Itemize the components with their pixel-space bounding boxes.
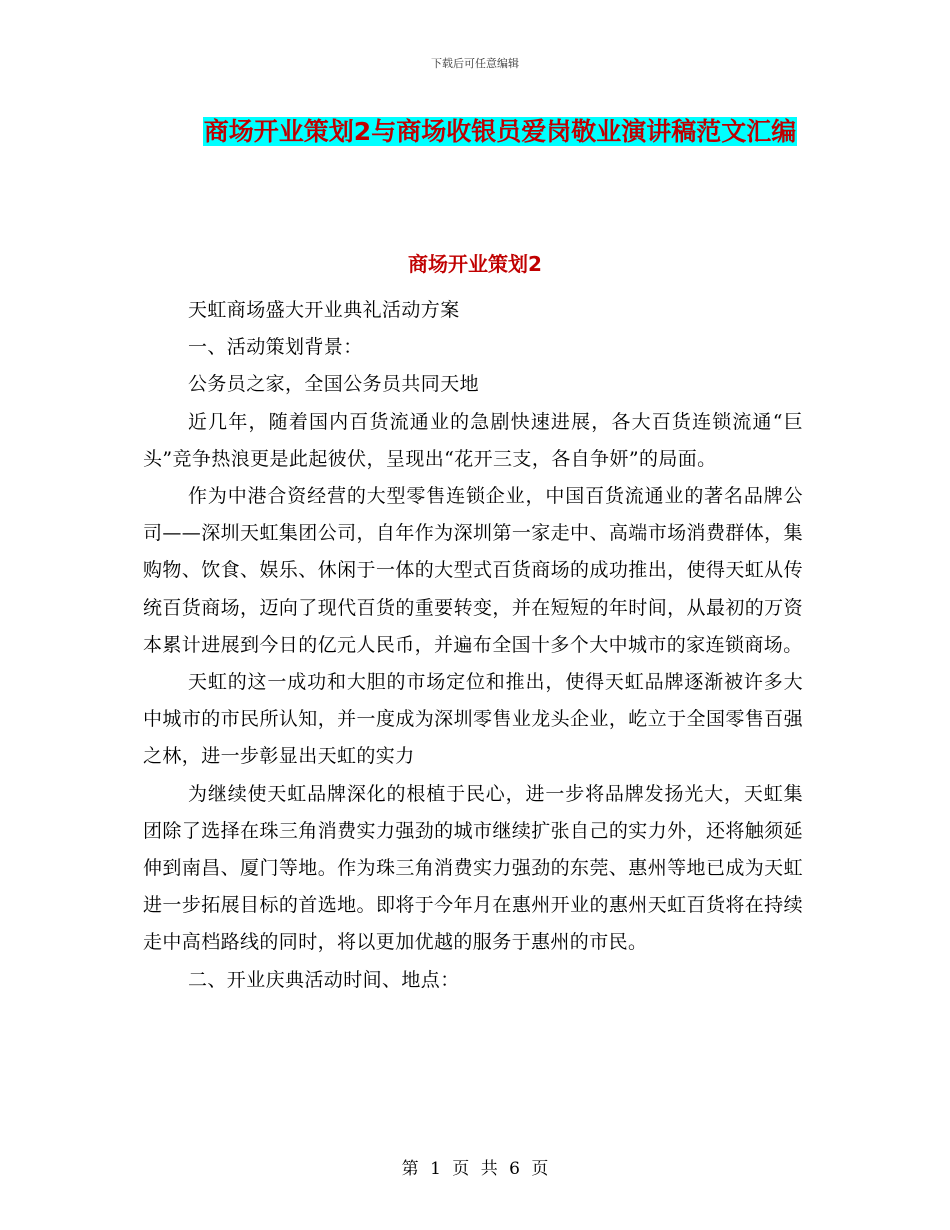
document-title xyxy=(190,108,810,156)
paragraph: 一、活动策划背景： xyxy=(188,336,363,359)
paragraph: 为继续使天虹品牌深化的根植于民心，进一步将品牌发扬光大，天虹集团除了选择在珠三角消费实力强劲的城市继续扩张自己的实力外，还将触须延伸到南昌、厦门等地。作为珠三角消费实力强劲的东莞、惠州等地已成为天虹进一步拓展目标的首选地。即将于今年月在惠州开业的惠州天虹百货将在持续走中高档路线的同时，将以更加优越的服务于惠州的市民。 xyxy=(143,782,803,954)
paragraph: 公务员之家，全国公务员共同天地 xyxy=(188,373,480,396)
page-number: 第 1 页 共 6 页 xyxy=(401,1159,549,1179)
header-note: 下载后可任意编辑 xyxy=(431,57,519,70)
paragraph: 天虹的这一成功和大胆的市场定位和推出，使得天虹品牌逐渐被许多大中城市的市民所认知，并一度成为深圳零售业龙头企业，屹立于全国零售百强之林，进一步彰显出天虹的实力 xyxy=(143,671,803,768)
paragraph: 作为中港合资经营的大型零售连锁企业，中国百货流通业的著名品牌公司——深圳天虹集团公司，自年作为深圳第一家走中、高端市场消费群体，集购物、饮食、娱乐、休闲于一体的大型式百货商场的成功推出，使得天虹从传统百货商场，迈向了现代百货的重要转变，并在短短的年时间，从最初的万资本累计进展到今日的亿元人民币，并遍布全国十多个大中城市的家连锁商场。 xyxy=(143,485,803,656)
document-title-text: 商场开业策划2与商场收银员爱岗敬业演讲稿范文汇编 xyxy=(203,117,797,146)
paragraph: 天虹商场盛大开业典礼活动方案 xyxy=(188,299,460,321)
paragraph: 二、开业庆典活动时间、地点： xyxy=(188,968,460,991)
paragraph: 近几年，随着国内百货流通业的急剧快速进展，各大百货连锁流通“巨头”竞争热浪更是此起彼伏，呈现出“花开三支，各自争妍”的局面。 xyxy=(143,410,803,470)
section-title: 商场开业策划2 xyxy=(408,252,542,276)
document-body xyxy=(143,292,803,999)
